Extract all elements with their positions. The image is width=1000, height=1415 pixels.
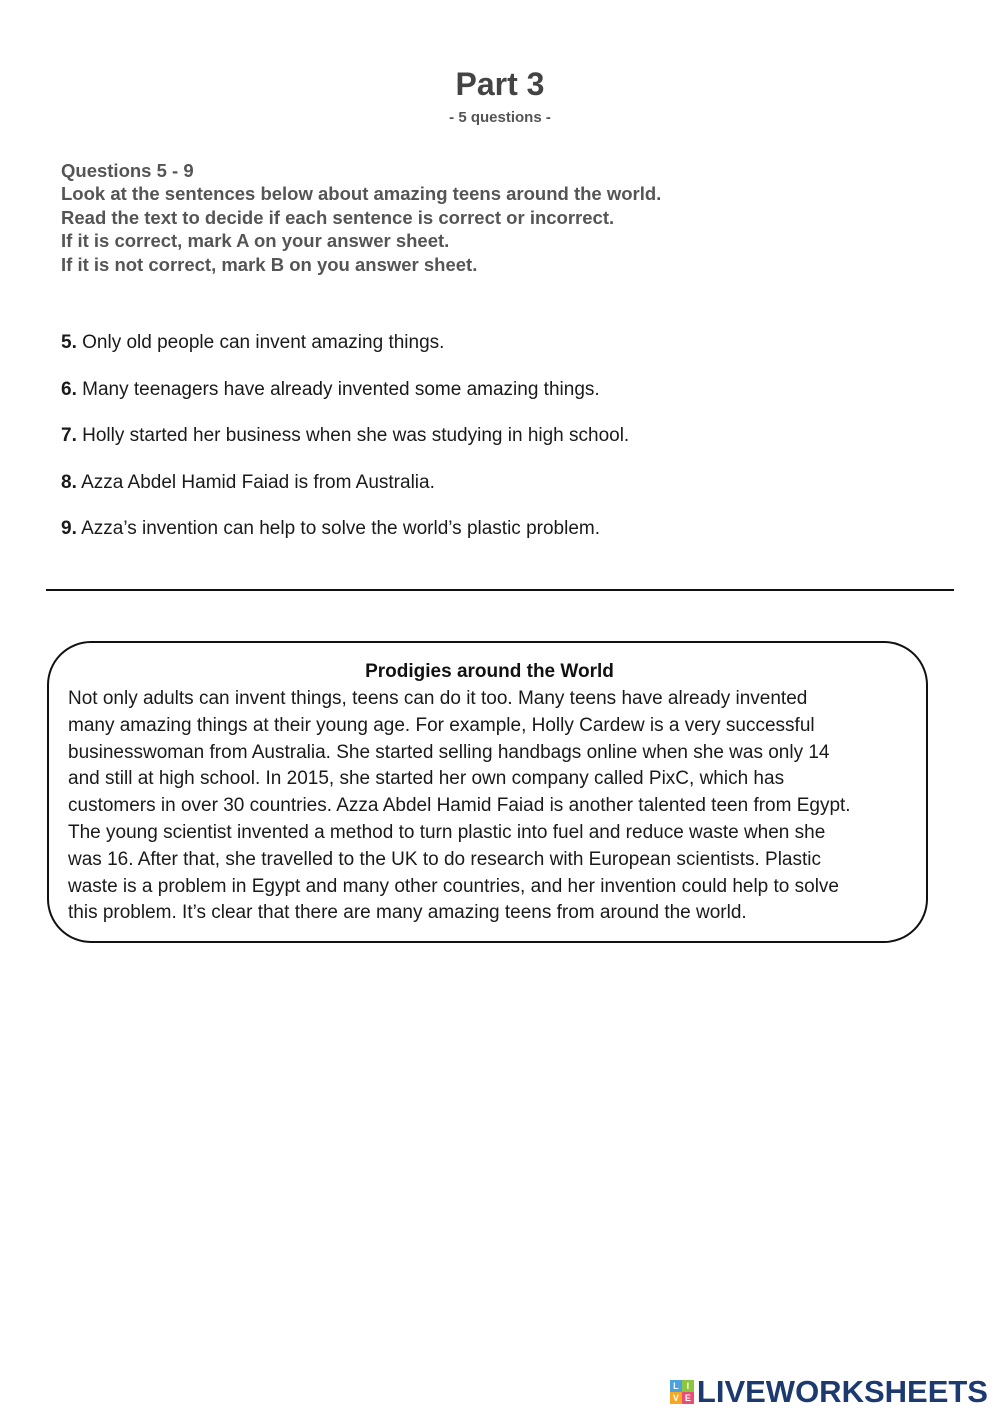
logo-tile-i: I [682,1380,694,1392]
question-number: 8. [61,471,77,493]
question-text: Azza Abdel Hamid Faiad is from Australia. [76,471,435,493]
reading-title: Prodigies around the World [365,661,614,682]
reading-line: The young scientist invented a method to turn plastic into fuel and reduce waste when she [68,821,826,843]
question-item [61,331,961,355]
question-number: 7. [61,425,77,446]
question-text: Only old people can invent amazing things. [76,332,445,353]
instruction-line: If it is correct, mark A on your answer sheet. [61,230,450,252]
question-item [61,517,961,541]
question-list [61,331,961,564]
question-number: 5. [61,332,77,353]
question-text: Holly started her business when she was studying in high school. [76,425,630,446]
instruction-line: If it is not correct, mark B on you answer sheet. [61,253,478,275]
reading-line: businesswoman from Australia. She started selling handbags online when she was only 14 [68,741,830,763]
reading-line: this problem. It’s clear that there are many amazing teens from around the world. [68,902,747,924]
liveworksheets-logo [670,1372,988,1412]
logo-tile-l: L [670,1380,682,1392]
logo-tile-v: V [670,1392,682,1404]
reading-text [68,686,918,927]
liveworksheets-logo-icon [670,1380,694,1404]
liveworksheets-wordmark: LIVEWORKSHEETS [696,1374,988,1409]
reading-passage-box [47,641,928,943]
question-text: Many teenagers have already invented some amazing things. [76,378,600,400]
reading-line: was 16. After that, she travelled to the UK to do research with European scientists. Plastic [68,848,821,870]
question-item [61,471,961,495]
question-item [61,424,961,448]
reading-line: many amazing things at their young age. For example, Holly Cardew is a very successful [68,714,815,736]
logo-tile-e: E [682,1392,694,1404]
question-number: 6. [61,378,77,400]
page-subtitle: - 5 questions - [449,109,551,126]
reading-line: and still at high school. In 2015, she started her own company called PixC, which has [68,768,785,790]
question-item [61,378,961,402]
reading-line: waste is a problem in Egypt and many other countries, and her invention could help to solve [68,875,840,897]
section-divider [46,589,954,591]
reading-line: Not only adults can invent things, teens can do it too. Many teens have already invented [68,688,808,709]
reading-line: customers in over 30 countries. Azza Abdel Hamid Faiad is another talented teen from Egypt. [68,795,851,817]
page-title: Part 3 [455,66,545,102]
question-text: Azza’s invention can help to solve the world’s plastic problem. [76,518,600,539]
instructions [61,159,961,276]
instruction-line: Look at the sentences below about amazing teens around the world. [61,183,662,205]
instructions-heading: Questions 5 - 9 [61,160,194,181]
instruction-line: Read the text to decide if each sentence is correct or incorrect. [61,206,615,228]
question-number: 9. [61,518,77,539]
